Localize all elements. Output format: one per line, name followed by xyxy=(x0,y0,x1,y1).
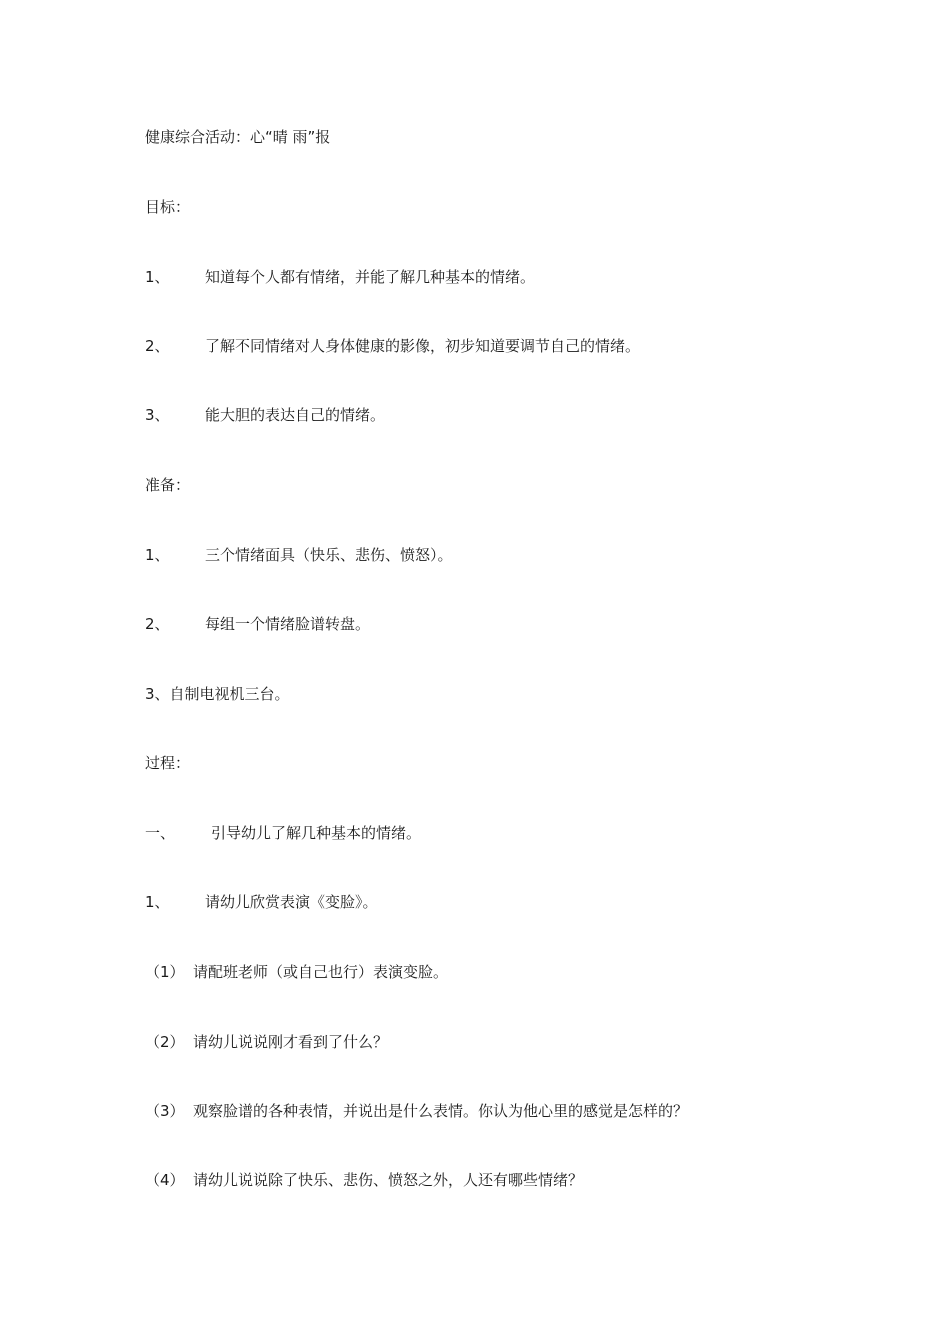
step-number: 1、 xyxy=(145,893,170,911)
prep-number: 1、 xyxy=(145,546,170,564)
process-step xyxy=(145,892,378,912)
goals-heading-text: 目标： xyxy=(145,198,191,216)
prep-number: 2、 xyxy=(145,615,170,633)
goal-item xyxy=(145,405,385,425)
prep-item xyxy=(145,684,290,704)
substep-text: 请配班老师（或自己也行）表演变脸。 xyxy=(193,963,449,981)
prep-heading xyxy=(145,475,190,495)
substep-text: 观察脸谱的各种表情，并说出是什么表情。你认为他心里的感觉是怎样的？ xyxy=(193,1102,689,1120)
substep-number: （2） xyxy=(145,1033,185,1051)
substep-number: （4） xyxy=(145,1171,185,1189)
goal-item xyxy=(145,267,535,287)
prep-number: 3、 xyxy=(145,685,170,703)
goal-item xyxy=(145,336,640,356)
goal-number: 2、 xyxy=(145,337,170,355)
substep-text: 请幼儿说说刚才看到了什么？ xyxy=(193,1033,389,1051)
goal-number: 3、 xyxy=(145,406,170,424)
goal-number: 1、 xyxy=(145,268,170,286)
process-substep xyxy=(145,1101,688,1121)
prep-text: 每组一个情绪脸谱转盘。 xyxy=(205,615,371,633)
document-title xyxy=(145,127,330,147)
prep-heading-text: 准备： xyxy=(145,476,191,494)
substep-number: （1） xyxy=(145,963,185,981)
prep-item xyxy=(145,545,453,565)
prep-text: 自制电视机三台。 xyxy=(169,685,290,703)
process-substep xyxy=(145,1170,583,1190)
substep-number: （3） xyxy=(145,1102,185,1120)
goal-text: 知道每个人都有情绪，并能了解几种基本的情绪。 xyxy=(205,268,536,286)
goal-text: 了解不同情绪对人身体健康的影像，初步知道要调节自己的情绪。 xyxy=(205,337,641,355)
substep-text: 请幼儿说说除了快乐、悲伤、愤怒之外，人还有哪些情绪？ xyxy=(193,1171,584,1189)
part-number: 一、 xyxy=(145,824,176,842)
process-heading-text: 过程： xyxy=(145,754,191,772)
part-text: 引导幼儿了解几种基本的情绪。 xyxy=(211,824,422,842)
process-substep xyxy=(145,962,448,982)
goal-text: 能大胆的表达自己的情绪。 xyxy=(205,406,386,424)
process-substep xyxy=(145,1032,388,1052)
title-text: 健康综合活动：心“晴 雨”报 xyxy=(145,128,331,146)
process-heading xyxy=(145,753,190,773)
goals-heading xyxy=(145,197,190,217)
step-text: 请幼儿欣赏表演《变脸》。 xyxy=(205,893,378,911)
prep-item xyxy=(145,614,370,634)
prep-text: 三个情绪面具（快乐、悲伤、愤怒）。 xyxy=(205,546,453,564)
process-part xyxy=(145,823,421,843)
